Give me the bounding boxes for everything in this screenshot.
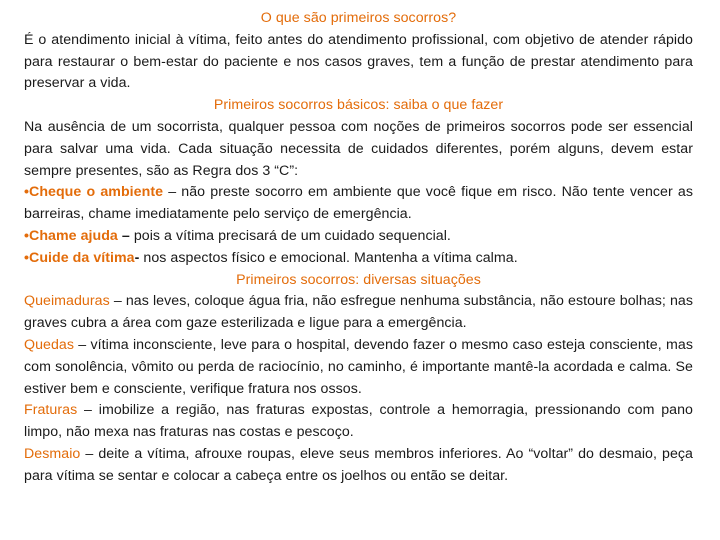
paragraph-three-c-rule: Na ausência de um socorrista, qualquer pessoa com noções de primeiros socorros pode ser essencial para salvar uma vida. Cada situação necessita de cuidados diferentes, porém alguns, devem estar sempre presentes, são as Regra dos 3 “C”: xyxy=(24,118,693,179)
item-fainting xyxy=(24,444,693,488)
item-fractures xyxy=(24,400,693,444)
bullet-text: não preste socorro em ambiente que você fique em risco. Não tente vencer as barreiras, chame imediatamente pelo serviço de emergência. xyxy=(24,184,693,223)
item-text: – deite a vítima, afrouxe roupas, eleve seus membros inferiores. Ao “voltar” do desmaio, peça para vítima se sentar e colocar a cabeça entre os joelhos ou então se deitar. xyxy=(24,445,693,484)
bullet-term: •Cuide da vítima xyxy=(24,249,135,266)
bullet-separator: - xyxy=(134,249,144,266)
bullet-text: nos aspectos físico e emocional. Mantenha a vítima calma. xyxy=(143,249,518,266)
bullet-text: pois a vítima precisará de um cuidado sequencial. xyxy=(133,227,451,244)
item-text: – vítima inconsciente, leve para o hospital, devendo fazer o mesmo caso esteja consciente, mas com sonolência, vômito ou perda de raciocínio, no caminho, é importante mantê-la acordada e calma. Se estiver bem e consciente, verifique fratura nos ossos. xyxy=(24,336,693,397)
item-term: Queimaduras xyxy=(24,293,110,310)
bullet-separator: – xyxy=(117,227,134,244)
item-text: – nas leves, coloque água fria, não esfregue nenhuma substância, não estoure bolhas; nas graves cubra a área com gaze esterilizada e ligue para a emergência. xyxy=(24,293,693,332)
section-title-situations: Primeiros socorros: diversas situações xyxy=(236,271,481,288)
paragraph-definition: É o atendimento inicial à vítima, feito antes do atendimento profissional, com objetivo de atender rápido para restaurar o bem-estar do paciente e nos casos graves, tem a função de prestar atendimento para preservar a vida. xyxy=(24,31,693,92)
bullet-care-victim xyxy=(24,248,693,270)
item-text: – imobilize a região, nas fraturas expostas, controle a hemorragia, pressionando com pano limpo, não mexa nas fraturas nas costas e pescoço. xyxy=(24,402,693,441)
item-term: Desmaio xyxy=(24,445,81,462)
document-page xyxy=(24,8,693,488)
item-falls xyxy=(24,335,693,400)
item-term: Fraturas xyxy=(24,402,78,419)
section-title-what-is-first-aid: O que são primeiros socorros? xyxy=(260,10,457,26)
bullet-check-environment xyxy=(24,182,693,226)
bullet-separator: – xyxy=(163,184,182,201)
bullet-call-help xyxy=(24,226,693,248)
bullet-term: •Chame ajuda xyxy=(24,227,118,244)
item-burns xyxy=(24,291,693,335)
section-title-basic-first-aid: Primeiros socorros básicos: saiba o que fazer xyxy=(213,97,504,114)
item-term: Quedas xyxy=(24,336,74,353)
bullet-term: •Cheque o ambiente xyxy=(24,184,164,201)
